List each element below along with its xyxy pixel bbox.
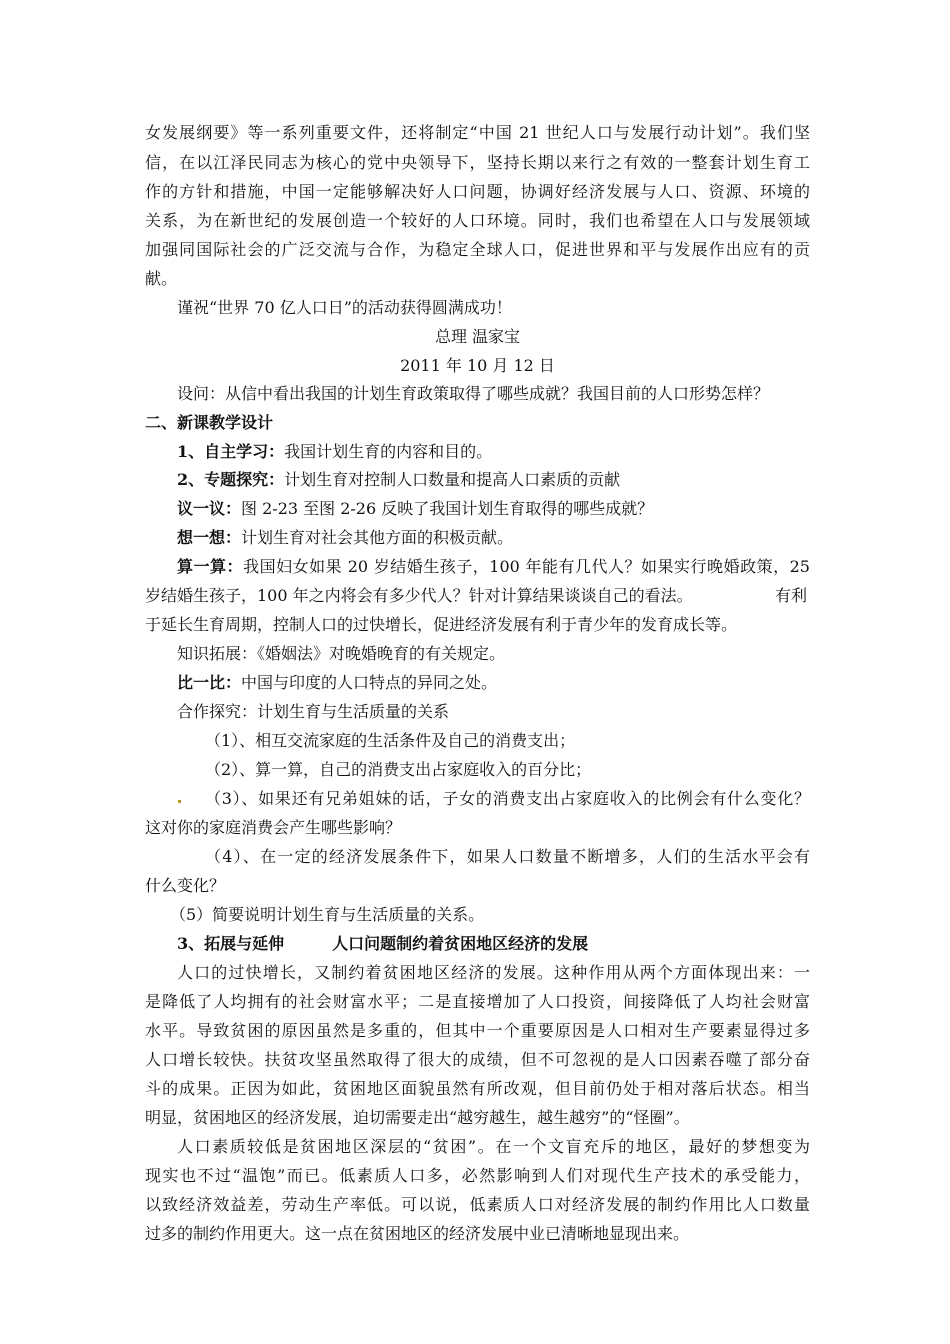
question-1: （1）、相互交流家庭的生活条件及自己的消费支出； — [205, 731, 576, 750]
yi-yi-yi — [177, 501, 842, 517]
para1-line-6: 明显，贫困地区的经济发展，迫切需要走出“越穷越生，越生越穷”的“怪圈”。 — [145, 1108, 690, 1127]
question-4b: 什么变化？ — [145, 876, 226, 895]
item2 — [177, 472, 842, 488]
section3-heading-label: 3、拓展与延伸 — [177, 934, 285, 953]
para1-line-2: 是降低了人均拥有的社会财富水平；二是直接增加了人口投资，间接降低了人均社会财富 — [145, 992, 810, 1011]
letter-line-6: 献。 — [145, 269, 178, 288]
hezuo-tanjiu: 合作探究：计划生育与生活质量的关系 — [177, 702, 450, 721]
letter-line-3: 作的方针和措施，中国一定能够解决好人口问题，协调好经济发展与人口、资源、环境的 — [145, 182, 810, 201]
suan-answer-1: 有利 — [775, 586, 808, 605]
section2-heading: 二、新课教学设计 — [145, 413, 274, 432]
item1 — [177, 444, 842, 460]
letter-line-4: 关系，为在新世纪的发展创造一个较好的人口环境。同时，我们也希望在人口与发展领域 — [145, 211, 810, 230]
section3-heading-title: 人口问题制约着贫困地区经济的发展 — [332, 934, 589, 953]
letter-wish: 谨祝“世界 70 亿人口日”的活动获得圆满成功！ — [177, 298, 512, 317]
para2-line-2: 现实也不过“温饱”而已。低素质人口多，必然影响到人们对现代生产技术的承受能力， — [145, 1166, 810, 1185]
para2-line-1: 人口素质较低是贫困地区深层的“贫困”。在一个文盲充斥的地区，最好的梦想变为 — [177, 1137, 810, 1156]
para2-line-3: 以致经济效益差，劳动生产率低。可以说，低素质人口对经济发展的制约作用比人口数量 — [145, 1195, 810, 1214]
bi-text: 中国与印度的人口特点的异同之处。 — [241, 673, 498, 692]
para2-line-4: 过多的制约作用更大。这一点在贫困地区的经济发展中业已清晰地显现出来。 — [145, 1224, 690, 1243]
bi-label: 比一比： — [177, 673, 242, 692]
zhishi-tuozhan: 知识拓展：《婚姻法》对晚婚晚育的有关规定。 — [177, 644, 506, 663]
letter-question: 设问：从信中看出我国的计划生育政策取得了哪些成就？我国目前的人口形势怎样？ — [177, 384, 770, 403]
item1-label: 1、自主学习： — [177, 442, 285, 461]
section3-heading — [177, 936, 842, 952]
yi-label: 议一议： — [177, 499, 242, 518]
suan-label: 算一算： — [177, 557, 244, 576]
item2-text: 计划生育对控制人口数量和提高人口素质的贡献 — [284, 470, 621, 489]
para1-line-1: 人口的过快增长，又制约着贫困地区经济的发展。这种作用从两个方面体现出来：一 — [177, 963, 810, 982]
suan-text-1: 我国妇女如果 20 岁结婚生孩子，100 年能有几代人？如果实行晚婚政策，25 — [243, 557, 810, 576]
para1-line-4: 人口增长较快。扶贫攻坚虽然取得了很大的成绩，但不可忽视的是人口因素吞噬了部分奋 — [145, 1050, 810, 1069]
letter-line-5: 加强同国际社会的广泛交流与合作，为稳定全球人口，促进世界和平与发展作出应有的贡 — [145, 240, 810, 259]
xiang-label: 想一想： — [177, 528, 242, 547]
para1-line-5: 斗的成果。正因为如此，贫困地区面貌虽然有所改观，但目前仍处于相对落后状态。相当 — [145, 1079, 810, 1098]
question-3b: 这对你的家庭消费会产生哪些影响？ — [145, 818, 402, 837]
xiang-text: 计划生育对社会其他方面的积极贡献。 — [241, 528, 514, 547]
xiang-yi-xiang — [177, 530, 842, 546]
letter-line-2: 信，在以江泽民同志为核心的党中央领导下，坚持长期以来行之有效的一整套计划生育工 — [145, 153, 810, 172]
item1-text: 我国计划生育的内容和目的。 — [284, 442, 493, 461]
item2-label: 2、专题探究： — [177, 470, 285, 489]
letter-date: 2011 年 10 月 12 日 — [400, 356, 555, 375]
suan-text-2: 岁结婚生孩子，100 年之内将会有多少代人？针对计算结果谈谈自己的看法。 — [145, 586, 693, 605]
para1-line-3: 水平。导致贫困的原因虽然是多重的，但其中一个重要原因是人口相对生产要素显得过多 — [145, 1021, 810, 1040]
suan-line-2 — [145, 588, 810, 604]
question-5: （5）简要说明计划生育与生活质量的关系。 — [170, 905, 485, 924]
question-2: （2）、算一算，自己的消费支出占家庭收入的百分比； — [205, 760, 592, 779]
question-3a: （3）、如果还有兄弟姐妹的话，子女的消费支出占家庭收入的比例会有什么变化？ — [205, 789, 810, 808]
suan-answer-2: 于延长生育周期，控制人口的过快增长，促进经济发展有利于青少年的发育成长等。 — [145, 615, 738, 634]
letter-line-1: 女发展纲要》等一系列重要文件，还将制定“中国 21 世纪人口与发展行动计划”。我们坚 — [145, 123, 810, 142]
suan-line-1 — [177, 559, 810, 575]
yi-text: 图 2-23 至图 2-26 反映了我国计划生育取得的哪些成就？ — [241, 499, 654, 518]
letter-signature: 总理 温家宝 — [434, 327, 521, 346]
stray-mark — [178, 800, 181, 803]
question-4a: （4）、在一定的经济发展条件下，如果人口数量不断增多，人们的生活水平会有 — [205, 847, 810, 866]
bi-yi-bi — [177, 675, 842, 691]
